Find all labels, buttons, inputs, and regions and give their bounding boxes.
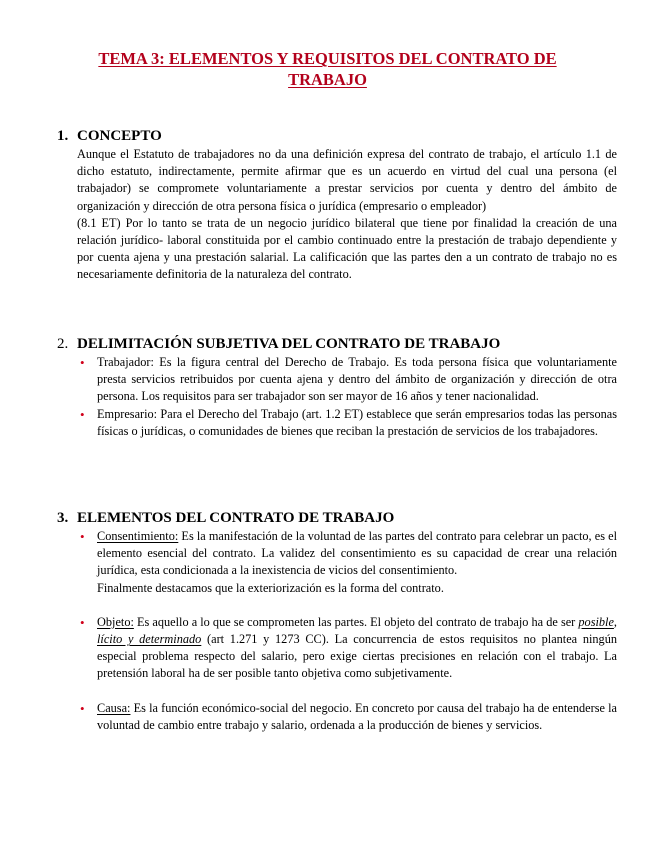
bullet-icon: • bbox=[80, 355, 85, 370]
bullet-term: Causa: bbox=[97, 700, 131, 715]
bullet-text: Es la función económico-social del negocio. En concreto por causa del trabajo ha de entenderse la voluntad de cambio entre trabajo y salario, ordenada a la producción de bienes y servicios. bbox=[97, 700, 617, 732]
bullet-icon: • bbox=[80, 406, 85, 422]
section-elementos bbox=[57, 509, 617, 734]
section-body bbox=[77, 146, 617, 284]
section-heading bbox=[57, 335, 617, 353]
bullet-item-consentimiento bbox=[77, 528, 617, 597]
document-title bbox=[60, 48, 595, 90]
section-heading bbox=[57, 509, 617, 527]
bullet-item-trabajador bbox=[77, 354, 617, 406]
bullet-icon: • bbox=[80, 529, 85, 544]
separator: , bbox=[613, 614, 617, 629]
bullet-text: Es aquello a lo que se comprometen las partes. El objeto del contrato de trabajo ha de ser bbox=[133, 614, 579, 629]
bullet-extra-text: Finalmente destacamos que la exteriorización es la forma del contrato. bbox=[97, 580, 444, 595]
bullet-list bbox=[77, 354, 617, 440]
bullet-item-objeto bbox=[77, 614, 617, 683]
bullet-icon: • bbox=[80, 614, 85, 630]
requirement-posible: posible bbox=[578, 614, 614, 629]
bullet-icon: • bbox=[80, 700, 85, 716]
bullet-text: Es la manifestación de la voluntad de las partes del contrato para celebrar un pacto, es el elemento esencial del contrato. La validez del consentimiento es su capacidad de crear una relación jurídica, esta condicionada a la inexistencia de vicios del consentimiento. bbox=[97, 529, 617, 578]
section-heading-text: CONCEPTO bbox=[77, 128, 162, 144]
bullet-term: Consentimiento: bbox=[97, 529, 179, 543]
paragraph: Aunque el Estatuto de trabajadores no da una definición expresa del contrato de trabajo, el artículo 1.1 de dicho estatuto, indirectamente, permite afirmar que es un acuerdo en virtud del cual una persona (el trabajador) se compromete voluntariamente a prestar servicios por cuenta y dentro del ámbito de organización y dirección de otra persona física o jurídica (empresario o empleador) bbox=[77, 147, 617, 213]
title-line-1: TEMA 3: ELEMENTOS Y REQUISITOS DEL CONTRATO DE bbox=[98, 49, 557, 68]
section-heading-text: ELEMENTOS DEL CONTRATO DE TRABAJO bbox=[77, 510, 395, 526]
section-delimitacion bbox=[57, 335, 617, 440]
section-heading-text: DELIMITACIÓN SUBJETIVA DEL CONTRATO DE TRABAJO bbox=[77, 336, 501, 352]
bullet-text: Trabajador: Es la figura central del Derecho de Trabajo. Es toda persona física que voluntariamente presta servicios retribuidos por cuenta ajena y dentro del ámbito de organización y dirección de otra persona. Los requisitos para ser trabajador son ser mayor de 16 años y tener nacionalidad. bbox=[97, 355, 617, 404]
section-heading bbox=[57, 127, 617, 145]
section-concepto bbox=[57, 127, 617, 284]
bullet-item-empresario bbox=[77, 406, 617, 440]
bullet-term: Objeto: bbox=[97, 614, 134, 629]
paragraph: (8.1 ET) Por lo tanto se trata de un negocio jurídico bilateral que tiene por finalidad la creación de una relación jurídico- laboral constituida por el cambio continuado entre la prestación de trabajo dependiente y por cuenta ajena y una prestación salarial. La calificación que las partes den a un contrato de trabajo no es necesariamente definitoria de la naturaleza del contrato. bbox=[77, 215, 617, 282]
bullet-text: Empresario: Para el Derecho del Trabajo (art. 1.2 ET) establece que serán empresarios todas las personas físicas o jurídicas, o comunidades de bienes que reciban la prestación de servicios de los trabajadores. bbox=[97, 406, 617, 438]
section-number: 2. bbox=[57, 336, 69, 352]
requirement-licito-determinado: lícito y determinado bbox=[97, 632, 202, 647]
section-number: 1. bbox=[57, 128, 69, 144]
section-number: 3. bbox=[57, 510, 69, 526]
title-line-2: TRABAJO bbox=[288, 70, 367, 89]
bullet-item-causa bbox=[77, 700, 617, 734]
bullet-text: (art 1.271 y 1273 CC). La concurrencia de estos requisitos no plantea ningún especial problema respecto del salario, pero exige ciertas precisiones en relación con el trabajo. La pretensión laboral ha de ser posible tanto objetiva como subjetivamente. bbox=[97, 632, 617, 681]
bullet-list bbox=[77, 528, 617, 734]
